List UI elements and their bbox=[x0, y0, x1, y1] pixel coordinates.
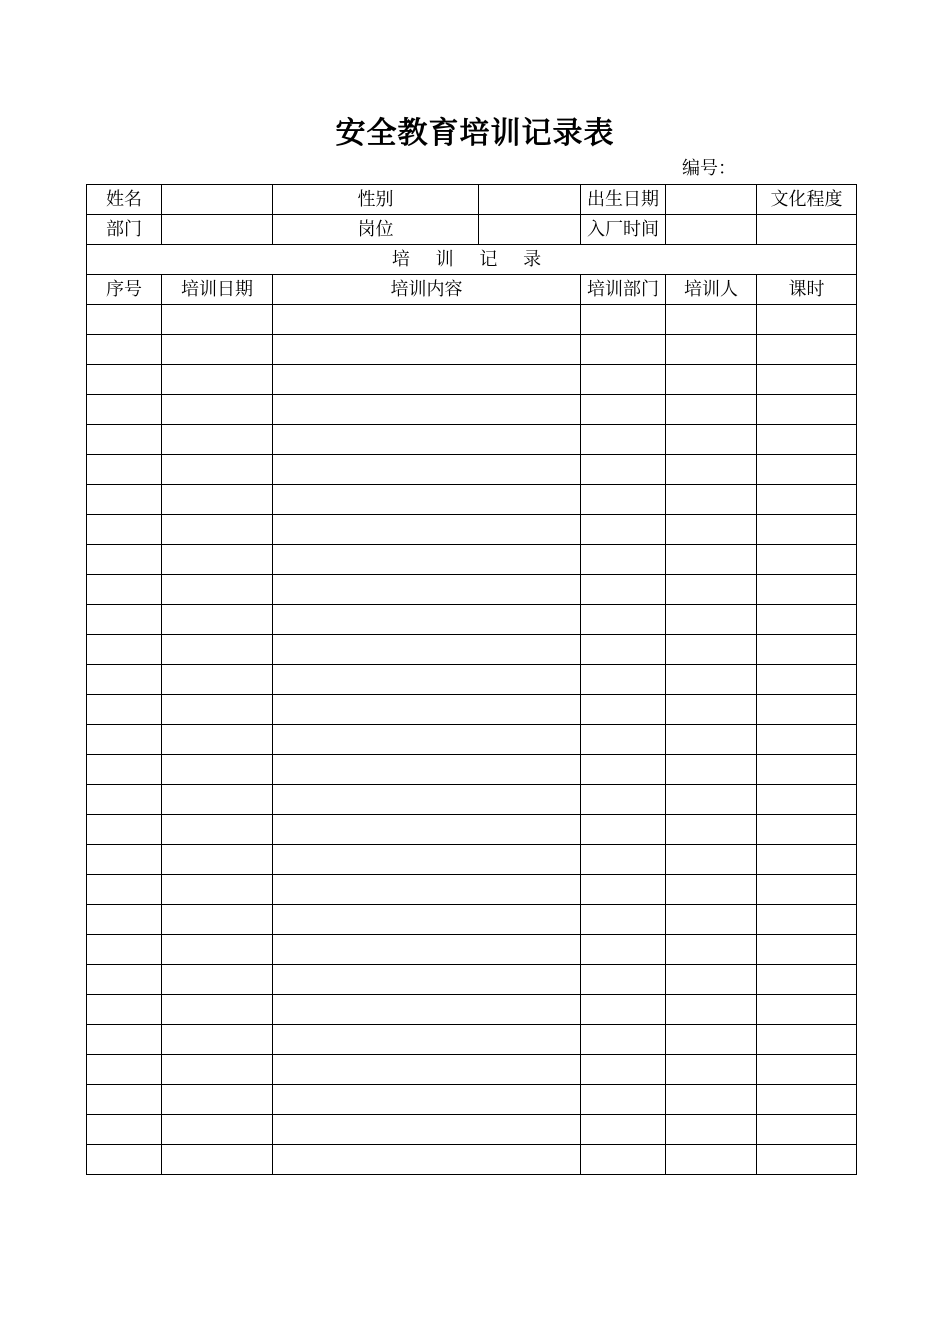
record-cell-hours[interactable] bbox=[757, 695, 857, 725]
record-cell-date[interactable] bbox=[162, 905, 273, 935]
record-cell-content[interactable] bbox=[273, 935, 581, 965]
record-cell-hours[interactable] bbox=[757, 1085, 857, 1115]
record-cell-dept[interactable] bbox=[581, 575, 666, 605]
record-cell-content[interactable] bbox=[273, 305, 581, 335]
section-title: 培 训 记 录 bbox=[87, 245, 857, 275]
record-cell-dept[interactable] bbox=[581, 605, 666, 635]
record-cell-seq[interactable] bbox=[87, 365, 162, 395]
record-cell-hours[interactable] bbox=[757, 1145, 857, 1175]
record-cell-content[interactable] bbox=[273, 425, 581, 455]
record-cell-date[interactable] bbox=[162, 635, 273, 665]
education-label: 文化程度 bbox=[757, 185, 857, 215]
table-row bbox=[87, 1025, 857, 1055]
record-cell-dept[interactable] bbox=[581, 815, 666, 845]
record-cell-content[interactable] bbox=[273, 665, 581, 695]
table-row bbox=[87, 725, 857, 755]
training-record-table bbox=[86, 184, 857, 1175]
record-cell-seq[interactable] bbox=[87, 905, 162, 935]
info-row-1 bbox=[87, 185, 857, 215]
record-cell-hours[interactable] bbox=[757, 365, 857, 395]
record-cell-seq[interactable] bbox=[87, 815, 162, 845]
record-cell-hours[interactable] bbox=[757, 905, 857, 935]
record-cell-date[interactable] bbox=[162, 755, 273, 785]
record-cell-dept[interactable] bbox=[581, 335, 666, 365]
record-cell-date[interactable] bbox=[162, 695, 273, 725]
record-cell-date[interactable] bbox=[162, 785, 273, 815]
info-row-2 bbox=[87, 215, 857, 245]
record-cell-date[interactable] bbox=[162, 1025, 273, 1055]
table-row bbox=[87, 695, 857, 725]
record-cell-content[interactable] bbox=[273, 1055, 581, 1085]
record-cell-seq[interactable] bbox=[87, 875, 162, 905]
record-cell-dept[interactable] bbox=[581, 395, 666, 425]
table-row bbox=[87, 545, 857, 575]
record-cell-date[interactable] bbox=[162, 965, 273, 995]
table-row bbox=[87, 755, 857, 785]
record-cell-dept[interactable] bbox=[581, 1145, 666, 1175]
record-cell-date[interactable] bbox=[162, 1115, 273, 1145]
record-cell-trainer[interactable] bbox=[666, 1025, 757, 1055]
record-cell-content[interactable] bbox=[273, 845, 581, 875]
record-cell-trainer[interactable] bbox=[666, 725, 757, 755]
record-cell-content[interactable] bbox=[273, 785, 581, 815]
record-cell-content[interactable] bbox=[273, 515, 581, 545]
record-cell-content[interactable] bbox=[273, 695, 581, 725]
record-cell-content[interactable] bbox=[273, 635, 581, 665]
record-cell-date[interactable] bbox=[162, 425, 273, 455]
record-cell-content[interactable] bbox=[273, 1115, 581, 1145]
record-cell-dept[interactable] bbox=[581, 485, 666, 515]
record-cell-date[interactable] bbox=[162, 1145, 273, 1175]
record-cell-trainer[interactable] bbox=[666, 755, 757, 785]
record-cell-dept[interactable] bbox=[581, 1055, 666, 1085]
gender-field[interactable] bbox=[479, 185, 581, 215]
record-cell-seq[interactable] bbox=[87, 725, 162, 755]
record-cell-dept[interactable] bbox=[581, 635, 666, 665]
record-cell-trainer[interactable] bbox=[666, 935, 757, 965]
record-cell-seq[interactable] bbox=[87, 665, 162, 695]
record-cell-trainer[interactable] bbox=[666, 875, 757, 905]
column-header: 培训人 bbox=[666, 275, 757, 305]
record-cell-trainer[interactable] bbox=[666, 785, 757, 815]
record-cell-date[interactable] bbox=[162, 845, 273, 875]
record-cell-trainer[interactable] bbox=[666, 1115, 757, 1145]
record-cell-seq[interactable] bbox=[87, 1085, 162, 1115]
table-row bbox=[87, 815, 857, 845]
record-cell-hours[interactable] bbox=[757, 515, 857, 545]
record-cell-hours[interactable] bbox=[757, 875, 857, 905]
table-row bbox=[87, 905, 857, 935]
record-cell-date[interactable] bbox=[162, 335, 273, 365]
record-cell-trainer[interactable] bbox=[666, 665, 757, 695]
table-row bbox=[87, 1085, 857, 1115]
record-cell-dept[interactable] bbox=[581, 935, 666, 965]
record-cell-seq[interactable] bbox=[87, 545, 162, 575]
record-cell-trainer[interactable] bbox=[666, 1145, 757, 1175]
record-cell-trainer[interactable] bbox=[666, 815, 757, 845]
record-cell-dept[interactable] bbox=[581, 1115, 666, 1145]
record-cell-date[interactable] bbox=[162, 395, 273, 425]
record-cell-content[interactable] bbox=[273, 395, 581, 425]
record-cell-seq[interactable] bbox=[87, 425, 162, 455]
record-cell-seq[interactable] bbox=[87, 935, 162, 965]
record-cell-dept[interactable] bbox=[581, 545, 666, 575]
record-cell-content[interactable] bbox=[273, 335, 581, 365]
record-cell-trainer[interactable] bbox=[666, 605, 757, 635]
record-cell-hours[interactable] bbox=[757, 935, 857, 965]
serial-number-label: 编号： bbox=[682, 158, 736, 179]
section-header-row bbox=[87, 245, 857, 275]
record-cell-seq[interactable] bbox=[87, 575, 162, 605]
table-row bbox=[87, 845, 857, 875]
record-cell-dept[interactable] bbox=[581, 695, 666, 725]
table-row bbox=[87, 455, 857, 485]
table-row bbox=[87, 365, 857, 395]
record-cell-hours[interactable] bbox=[757, 845, 857, 875]
record-cell-dept[interactable] bbox=[581, 665, 666, 695]
table-row bbox=[87, 665, 857, 695]
record-cell-hours[interactable] bbox=[757, 425, 857, 455]
record-cell-content[interactable] bbox=[273, 365, 581, 395]
column-header: 序号 bbox=[87, 275, 162, 305]
record-cell-hours[interactable] bbox=[757, 335, 857, 365]
record-cell-date[interactable] bbox=[162, 665, 273, 695]
record-cell-trainer[interactable] bbox=[666, 455, 757, 485]
record-cell-content[interactable] bbox=[273, 1145, 581, 1175]
record-cell-seq[interactable] bbox=[87, 755, 162, 785]
record-cell-trainer[interactable] bbox=[666, 485, 757, 515]
record-cell-trainer[interactable] bbox=[666, 965, 757, 995]
record-cell-trainer[interactable] bbox=[666, 995, 757, 1025]
record-cell-trainer[interactable] bbox=[666, 425, 757, 455]
record-cell-dept[interactable] bbox=[581, 305, 666, 335]
position-label: 岗位 bbox=[273, 215, 479, 245]
record-cell-content[interactable] bbox=[273, 725, 581, 755]
record-cell-dept[interactable] bbox=[581, 995, 666, 1025]
table-row bbox=[87, 935, 857, 965]
record-cell-hours[interactable] bbox=[757, 575, 857, 605]
record-cell-trainer[interactable] bbox=[666, 395, 757, 425]
record-cell-date[interactable] bbox=[162, 995, 273, 1025]
record-cell-hours[interactable] bbox=[757, 1115, 857, 1145]
record-cell-trainer[interactable] bbox=[666, 515, 757, 545]
record-cell-content[interactable] bbox=[273, 905, 581, 935]
record-cell-trainer[interactable] bbox=[666, 845, 757, 875]
record-cell-content[interactable] bbox=[273, 545, 581, 575]
table-row bbox=[87, 515, 857, 545]
record-cell-hours[interactable] bbox=[757, 965, 857, 995]
table-row bbox=[87, 1115, 857, 1145]
record-cell-trainer[interactable] bbox=[666, 305, 757, 335]
record-cell-dept[interactable] bbox=[581, 725, 666, 755]
table-row bbox=[87, 425, 857, 455]
table-row bbox=[87, 875, 857, 905]
record-cell-date[interactable] bbox=[162, 1055, 273, 1085]
record-cell-seq[interactable] bbox=[87, 515, 162, 545]
record-cell-trainer[interactable] bbox=[666, 575, 757, 605]
table-row bbox=[87, 965, 857, 995]
record-cell-dept[interactable] bbox=[581, 1085, 666, 1115]
record-cell-seq[interactable] bbox=[87, 485, 162, 515]
record-cell-hours[interactable] bbox=[757, 455, 857, 485]
record-cell-seq[interactable] bbox=[87, 605, 162, 635]
table-row bbox=[87, 1145, 857, 1175]
record-cell-hours[interactable] bbox=[757, 755, 857, 785]
record-cell-hours[interactable] bbox=[757, 635, 857, 665]
record-cell-dept[interactable] bbox=[581, 785, 666, 815]
table-row bbox=[87, 1055, 857, 1085]
record-cell-hours[interactable] bbox=[757, 395, 857, 425]
gender-label: 性别 bbox=[273, 185, 479, 215]
name-label: 姓名 bbox=[87, 185, 162, 215]
record-cell-hours[interactable] bbox=[757, 665, 857, 695]
record-cell-content[interactable] bbox=[273, 1025, 581, 1055]
record-cell-content[interactable] bbox=[273, 875, 581, 905]
record-cell-content[interactable] bbox=[273, 995, 581, 1025]
record-cell-date[interactable] bbox=[162, 545, 273, 575]
record-cell-hours[interactable] bbox=[757, 545, 857, 575]
record-cell-dept[interactable] bbox=[581, 455, 666, 485]
record-cell-trainer[interactable] bbox=[666, 695, 757, 725]
record-cell-dept[interactable] bbox=[581, 515, 666, 545]
record-cell-dept[interactable] bbox=[581, 755, 666, 785]
page-title: 安全教育培训记录表 bbox=[335, 116, 615, 151]
record-cell-trainer[interactable] bbox=[666, 1055, 757, 1085]
record-cell-date[interactable] bbox=[162, 515, 273, 545]
record-cell-hours[interactable] bbox=[757, 605, 857, 635]
position-field[interactable] bbox=[479, 215, 581, 245]
name-field[interactable] bbox=[162, 185, 273, 215]
record-cell-hours[interactable] bbox=[757, 305, 857, 335]
record-cell-content[interactable] bbox=[273, 455, 581, 485]
record-cell-dept[interactable] bbox=[581, 875, 666, 905]
record-cell-seq[interactable] bbox=[87, 995, 162, 1025]
record-cell-seq[interactable] bbox=[87, 305, 162, 335]
column-header: 课时 bbox=[757, 275, 857, 305]
record-cell-seq[interactable] bbox=[87, 1055, 162, 1085]
column-header: 培训内容 bbox=[273, 275, 581, 305]
record-cell-date[interactable] bbox=[162, 605, 273, 635]
record-cell-seq[interactable] bbox=[87, 1115, 162, 1145]
birth-date-label: 出生日期 bbox=[581, 185, 666, 215]
record-cell-seq[interactable] bbox=[87, 965, 162, 995]
record-cell-hours[interactable] bbox=[757, 1055, 857, 1085]
record-cell-seq[interactable] bbox=[87, 455, 162, 485]
table-row bbox=[87, 995, 857, 1025]
record-cell-content[interactable] bbox=[273, 815, 581, 845]
entry-date-label: 入厂时间 bbox=[581, 215, 666, 245]
birth-date-field[interactable] bbox=[666, 185, 757, 215]
record-cell-dept[interactable] bbox=[581, 965, 666, 995]
record-cell-trainer[interactable] bbox=[666, 1085, 757, 1115]
table-row bbox=[87, 305, 857, 335]
record-cell-seq[interactable] bbox=[87, 845, 162, 875]
record-cell-trainer[interactable] bbox=[666, 545, 757, 575]
record-cell-hours[interactable] bbox=[757, 785, 857, 815]
record-cell-content[interactable] bbox=[273, 575, 581, 605]
column-header-row bbox=[87, 275, 857, 305]
record-cell-hours[interactable] bbox=[757, 815, 857, 845]
record-cell-dept[interactable] bbox=[581, 1025, 666, 1055]
record-cell-hours[interactable] bbox=[757, 485, 857, 515]
record-cell-seq[interactable] bbox=[87, 395, 162, 425]
record-cell-hours[interactable] bbox=[757, 995, 857, 1025]
blank-field[interactable] bbox=[757, 215, 857, 245]
record-cell-dept[interactable] bbox=[581, 365, 666, 395]
record-cell-trainer[interactable] bbox=[666, 635, 757, 665]
entry-date-field[interactable] bbox=[666, 215, 757, 245]
record-cell-seq[interactable] bbox=[87, 785, 162, 815]
record-cell-content[interactable] bbox=[273, 605, 581, 635]
record-cell-content[interactable] bbox=[273, 965, 581, 995]
column-header: 培训日期 bbox=[162, 275, 273, 305]
record-cell-date[interactable] bbox=[162, 815, 273, 845]
record-cell-date[interactable] bbox=[162, 365, 273, 395]
record-cell-date[interactable] bbox=[162, 935, 273, 965]
record-cell-content[interactable] bbox=[273, 755, 581, 785]
record-cell-trainer[interactable] bbox=[666, 365, 757, 395]
record-cell-seq[interactable] bbox=[87, 695, 162, 725]
record-cell-content[interactable] bbox=[273, 1085, 581, 1115]
table-row bbox=[87, 335, 857, 365]
department-label: 部门 bbox=[87, 215, 162, 245]
record-cell-date[interactable] bbox=[162, 485, 273, 515]
department-field[interactable] bbox=[162, 215, 273, 245]
record-cell-seq[interactable] bbox=[87, 1145, 162, 1175]
table-row bbox=[87, 575, 857, 605]
record-cell-seq[interactable] bbox=[87, 335, 162, 365]
record-cell-dept[interactable] bbox=[581, 905, 666, 935]
record-cell-seq[interactable] bbox=[87, 1025, 162, 1055]
table-row bbox=[87, 785, 857, 815]
table-row bbox=[87, 635, 857, 665]
record-cell-dept[interactable] bbox=[581, 425, 666, 455]
record-cell-date[interactable] bbox=[162, 575, 273, 605]
column-header: 培训部门 bbox=[581, 275, 666, 305]
record-cell-content[interactable] bbox=[273, 485, 581, 515]
record-cell-trainer[interactable] bbox=[666, 335, 757, 365]
record-cell-date[interactable] bbox=[162, 455, 273, 485]
table-row bbox=[87, 395, 857, 425]
record-cell-trainer[interactable] bbox=[666, 905, 757, 935]
record-cell-date[interactable] bbox=[162, 1085, 273, 1115]
record-cell-hours[interactable] bbox=[757, 725, 857, 755]
table-row bbox=[87, 605, 857, 635]
record-cell-dept[interactable] bbox=[581, 845, 666, 875]
record-cell-seq[interactable] bbox=[87, 635, 162, 665]
record-cell-date[interactable] bbox=[162, 305, 273, 335]
record-cell-date[interactable] bbox=[162, 875, 273, 905]
table-row bbox=[87, 485, 857, 515]
record-cell-hours[interactable] bbox=[757, 1025, 857, 1055]
record-cell-date[interactable] bbox=[162, 725, 273, 755]
